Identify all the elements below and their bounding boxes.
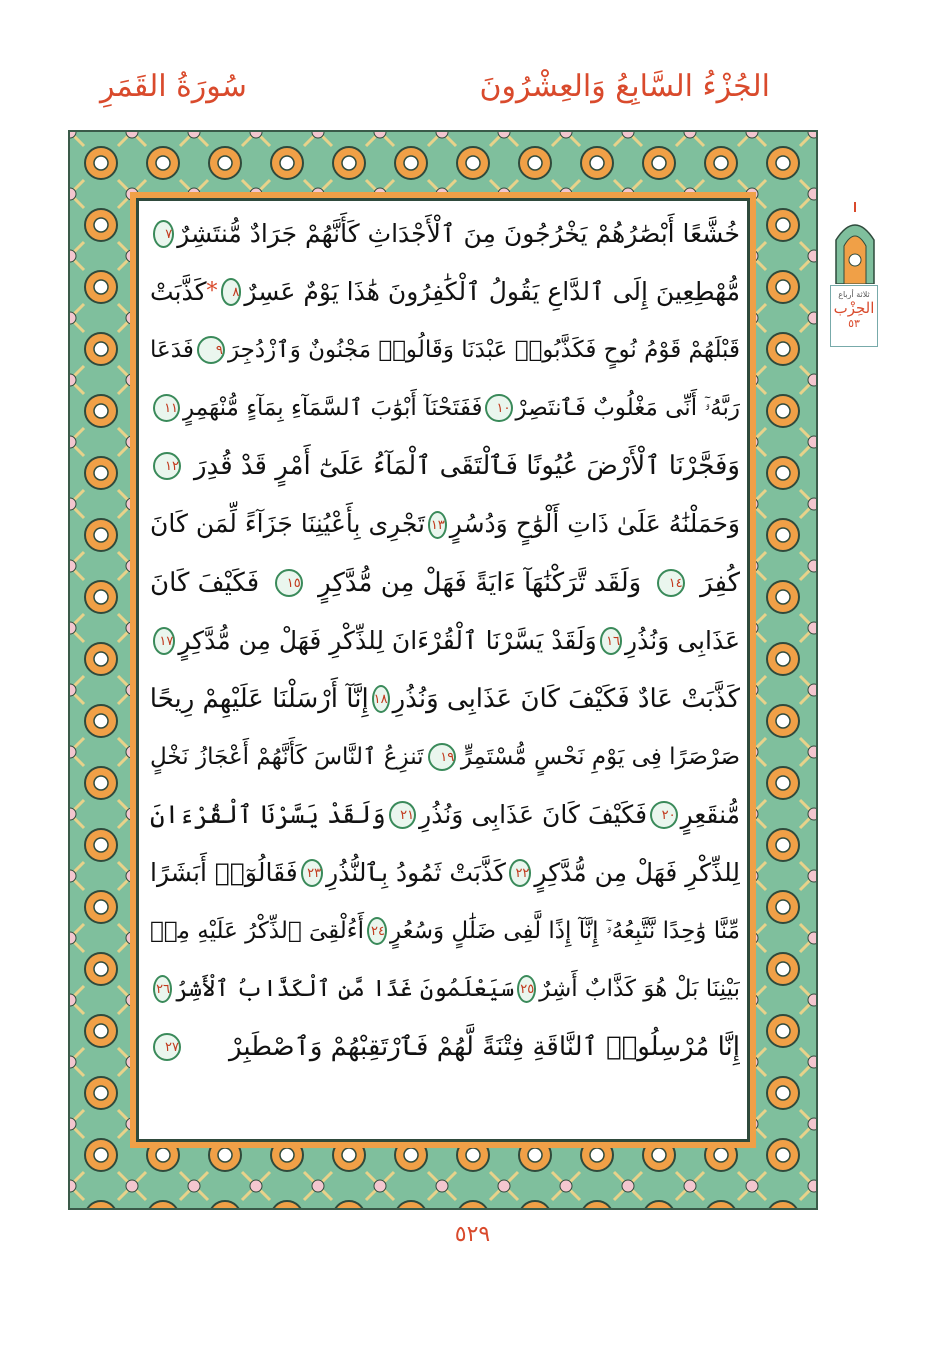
- verse-text: كَذَّبَتْ عَادٌ فَكَيْفَ كَانَ عَذَابِى وَنُذُرِ: [392, 683, 740, 714]
- text-line: [150, 321, 740, 379]
- verse-text: قَبْلَهُمْ قَوْمُ نُوحٍ فَكَذَّبُوا۟ عَبْدَنَا وَقَالُوا۟ مَجْنُونٌ وَٱزْدُجِرَ: [227, 337, 740, 364]
- hizb-marker: [830, 200, 880, 350]
- verse-text: وَفَجَّرْنَا ٱلْأَرْضَ عُيُونًا فَٱلْتَقَى ٱلْمَآءُ عَلَىٰٓ أَمْرٍ قَدْ قُدِرَ: [194, 451, 740, 482]
- verse-text: إِنَّا مُرْسِلُوا۟ ٱلنَّاقَةِ فِتْنَةً لَّهُمْ فَٱرْتَقِبْهُمْ وَٱصْطَبِرْ: [229, 1032, 740, 1063]
- ayah-number-marker: ٢٢: [509, 859, 531, 887]
- text-line: [150, 960, 740, 1018]
- ayah-number-marker: ١٧: [153, 627, 175, 655]
- ayah-number-marker: ٢٠: [650, 801, 678, 829]
- text-line: [150, 612, 740, 670]
- ayah-number-marker: ١٤: [657, 569, 685, 597]
- ayah-number-marker: ٢٥: [517, 975, 536, 1003]
- ayah-number-marker: ١٢: [153, 452, 181, 480]
- text-line: [150, 263, 740, 321]
- verse-text: فَفَتَحْنَآ أَبْوَٰبَ ٱلسَّمَآءِ بِمَآءٍ مُّنْهَمِرٍ: [183, 395, 483, 422]
- verse-text: عَذَابِى وَنُذُرِ: [625, 625, 740, 655]
- verse-text: كَذَّبَتْ ثَمُودُ بِٱلنُّذُرِ: [326, 858, 506, 888]
- verse-text: خُشَّعًا أَبْصَٰرُهُمْ يَخْرُجُونَ مِنَ ٱلْأَجْدَاثِ كَأَنَّهُمْ جَرَادٌ مُّنتَشِرٌ: [177, 219, 740, 248]
- verse-text: مُّنقَعِرٍ: [680, 799, 740, 829]
- text-line: [150, 379, 740, 437]
- ayah-number-marker: ٩: [197, 336, 225, 364]
- verse-text: وَلَقَدْ يَسَّرْنَا ٱلْقُرْءَانَ: [150, 799, 386, 829]
- verse-text: فَدَعَا: [150, 337, 194, 364]
- text-line: [150, 670, 740, 728]
- text-line: [150, 437, 740, 495]
- ayah-number-marker: ١٥: [275, 569, 303, 597]
- ayah-number-marker: ٢٧: [153, 1033, 181, 1061]
- verse-text: رَبَّهُۥٓ أَنِّى مَغْلُوبٌ فَٱنتَصِرْ: [515, 395, 740, 422]
- text-line: [150, 205, 740, 263]
- verse-text: وَلَقَد تَّرَكْنَٰهَآ ءَايَةً فَهَلْ مِن مُّدَّكِرٍ: [318, 567, 642, 598]
- verse-text: وَلَقَدْ يَسَّرْنَا ٱلْقُرْءَانَ لِلذِّكْرِ فَهَلْ مِن مُّدَّكِرٍ: [178, 625, 597, 655]
- verse-text: كُفِرَ: [700, 567, 740, 598]
- ayah-number-marker: ٢١: [389, 801, 417, 829]
- verse-text: مُّهْطِعِينَ إِلَى ٱلدَّاعِ يَقُولُ ٱلْكَٰفِرُونَ هَٰذَا يَوْمٌ عَسِرٌ: [244, 277, 740, 307]
- ayah-number-marker: ١٦: [600, 627, 622, 655]
- verse-text: صَرْصَرًا فِى يَوْمِ نَحْسٍ مُّسْتَمِرٍّ: [460, 743, 740, 770]
- text-line: [150, 554, 740, 612]
- hizb-quarter-label: ثلاثة أرباع: [838, 290, 870, 299]
- hizb-number: ٥٣: [848, 317, 860, 330]
- verse-text: إِنَّآ أَرْسَلْنَا عَلَيْهِمْ رِيحًا: [150, 683, 369, 714]
- ayah-number-marker: ١٠: [485, 394, 512, 422]
- text-line: [150, 844, 740, 902]
- ayah-number-marker: ٢٤: [367, 917, 387, 945]
- verse-text: بَيْنِنَا بَلْ هُوَ كَذَّابٌ أَشِرٌ: [539, 976, 740, 1003]
- text-line: [150, 902, 740, 960]
- hizb-label: الحِزْب: [833, 299, 875, 317]
- verse-text: فَكَيْفَ كَانَ: [150, 567, 260, 598]
- verse-text: وَحَمَلْنَٰهُ عَلَىٰ ذَاتِ أَلْوَٰحٍ وَدُسُرٍ: [449, 509, 740, 539]
- verse-text: مِّنَّا وَٰحِدًا نَّتَّبِعُهُۥٓ إِنَّآ إِذًا لَّفِى ضَلَٰلٍ وَسُعُرٍ: [389, 918, 740, 945]
- ayah-number-marker: ٧: [153, 220, 174, 248]
- hizb-star-icon: *: [206, 279, 218, 305]
- ayah-number-marker: ١٩: [428, 743, 456, 771]
- verse-text: أَءُلْقِىَ ٱلذِّكْرُ عَلَيْهِ مِنۢ: [150, 918, 365, 945]
- verse-text: تَنزِعُ ٱلنَّاسَ كَأَنَّهُمْ أَعْجَازُ نَخْلٍ: [150, 743, 424, 770]
- verse-text: تَجْرِى بِأَعْيُنِنَا جَزَآءً لِّمَن كَانَ: [150, 509, 425, 539]
- verse-text: سَيَعْلَمُونَ غَدًا مَّنِ ٱلْكَذَّابُ ٱلْأَشِرُ: [175, 976, 515, 1003]
- ayah-number-marker: ١٣: [428, 511, 447, 539]
- ayah-number-marker: ١١: [153, 394, 180, 422]
- text-line: [150, 495, 740, 553]
- ayah-number-marker: ٨: [221, 278, 242, 306]
- verse-text: كَذَّبَتْ: [150, 277, 207, 307]
- verse-text: لِلذِّكْرِ فَهَلْ مِن مُّدَّكِرٍ: [534, 858, 740, 888]
- text-line: [150, 786, 740, 844]
- quran-text: [150, 205, 740, 1135]
- juz-title: الجُزْءُ السَّابِعُ وَالعِشْرُونَ: [479, 69, 770, 104]
- verse-text: فَكَيْفَ كَانَ عَذَابِى وَنُذُرِ: [419, 799, 648, 829]
- text-line: [150, 1018, 740, 1076]
- hizb-label-box: [830, 285, 878, 347]
- surah-title: سُورَةُ القَمَرِ: [100, 69, 247, 104]
- ayah-number-marker: ٢٣: [301, 859, 323, 887]
- verse-text: فَقَالُوٓا۟ أَبَشَرًا: [150, 858, 298, 888]
- hizb-ornament-icon: [830, 200, 880, 284]
- page-number: ٥٢٩: [454, 1222, 491, 1247]
- text-line: [150, 728, 740, 786]
- ayah-number-marker: ١٨: [372, 685, 390, 713]
- ayah-number-marker: ٢٦: [153, 975, 172, 1003]
